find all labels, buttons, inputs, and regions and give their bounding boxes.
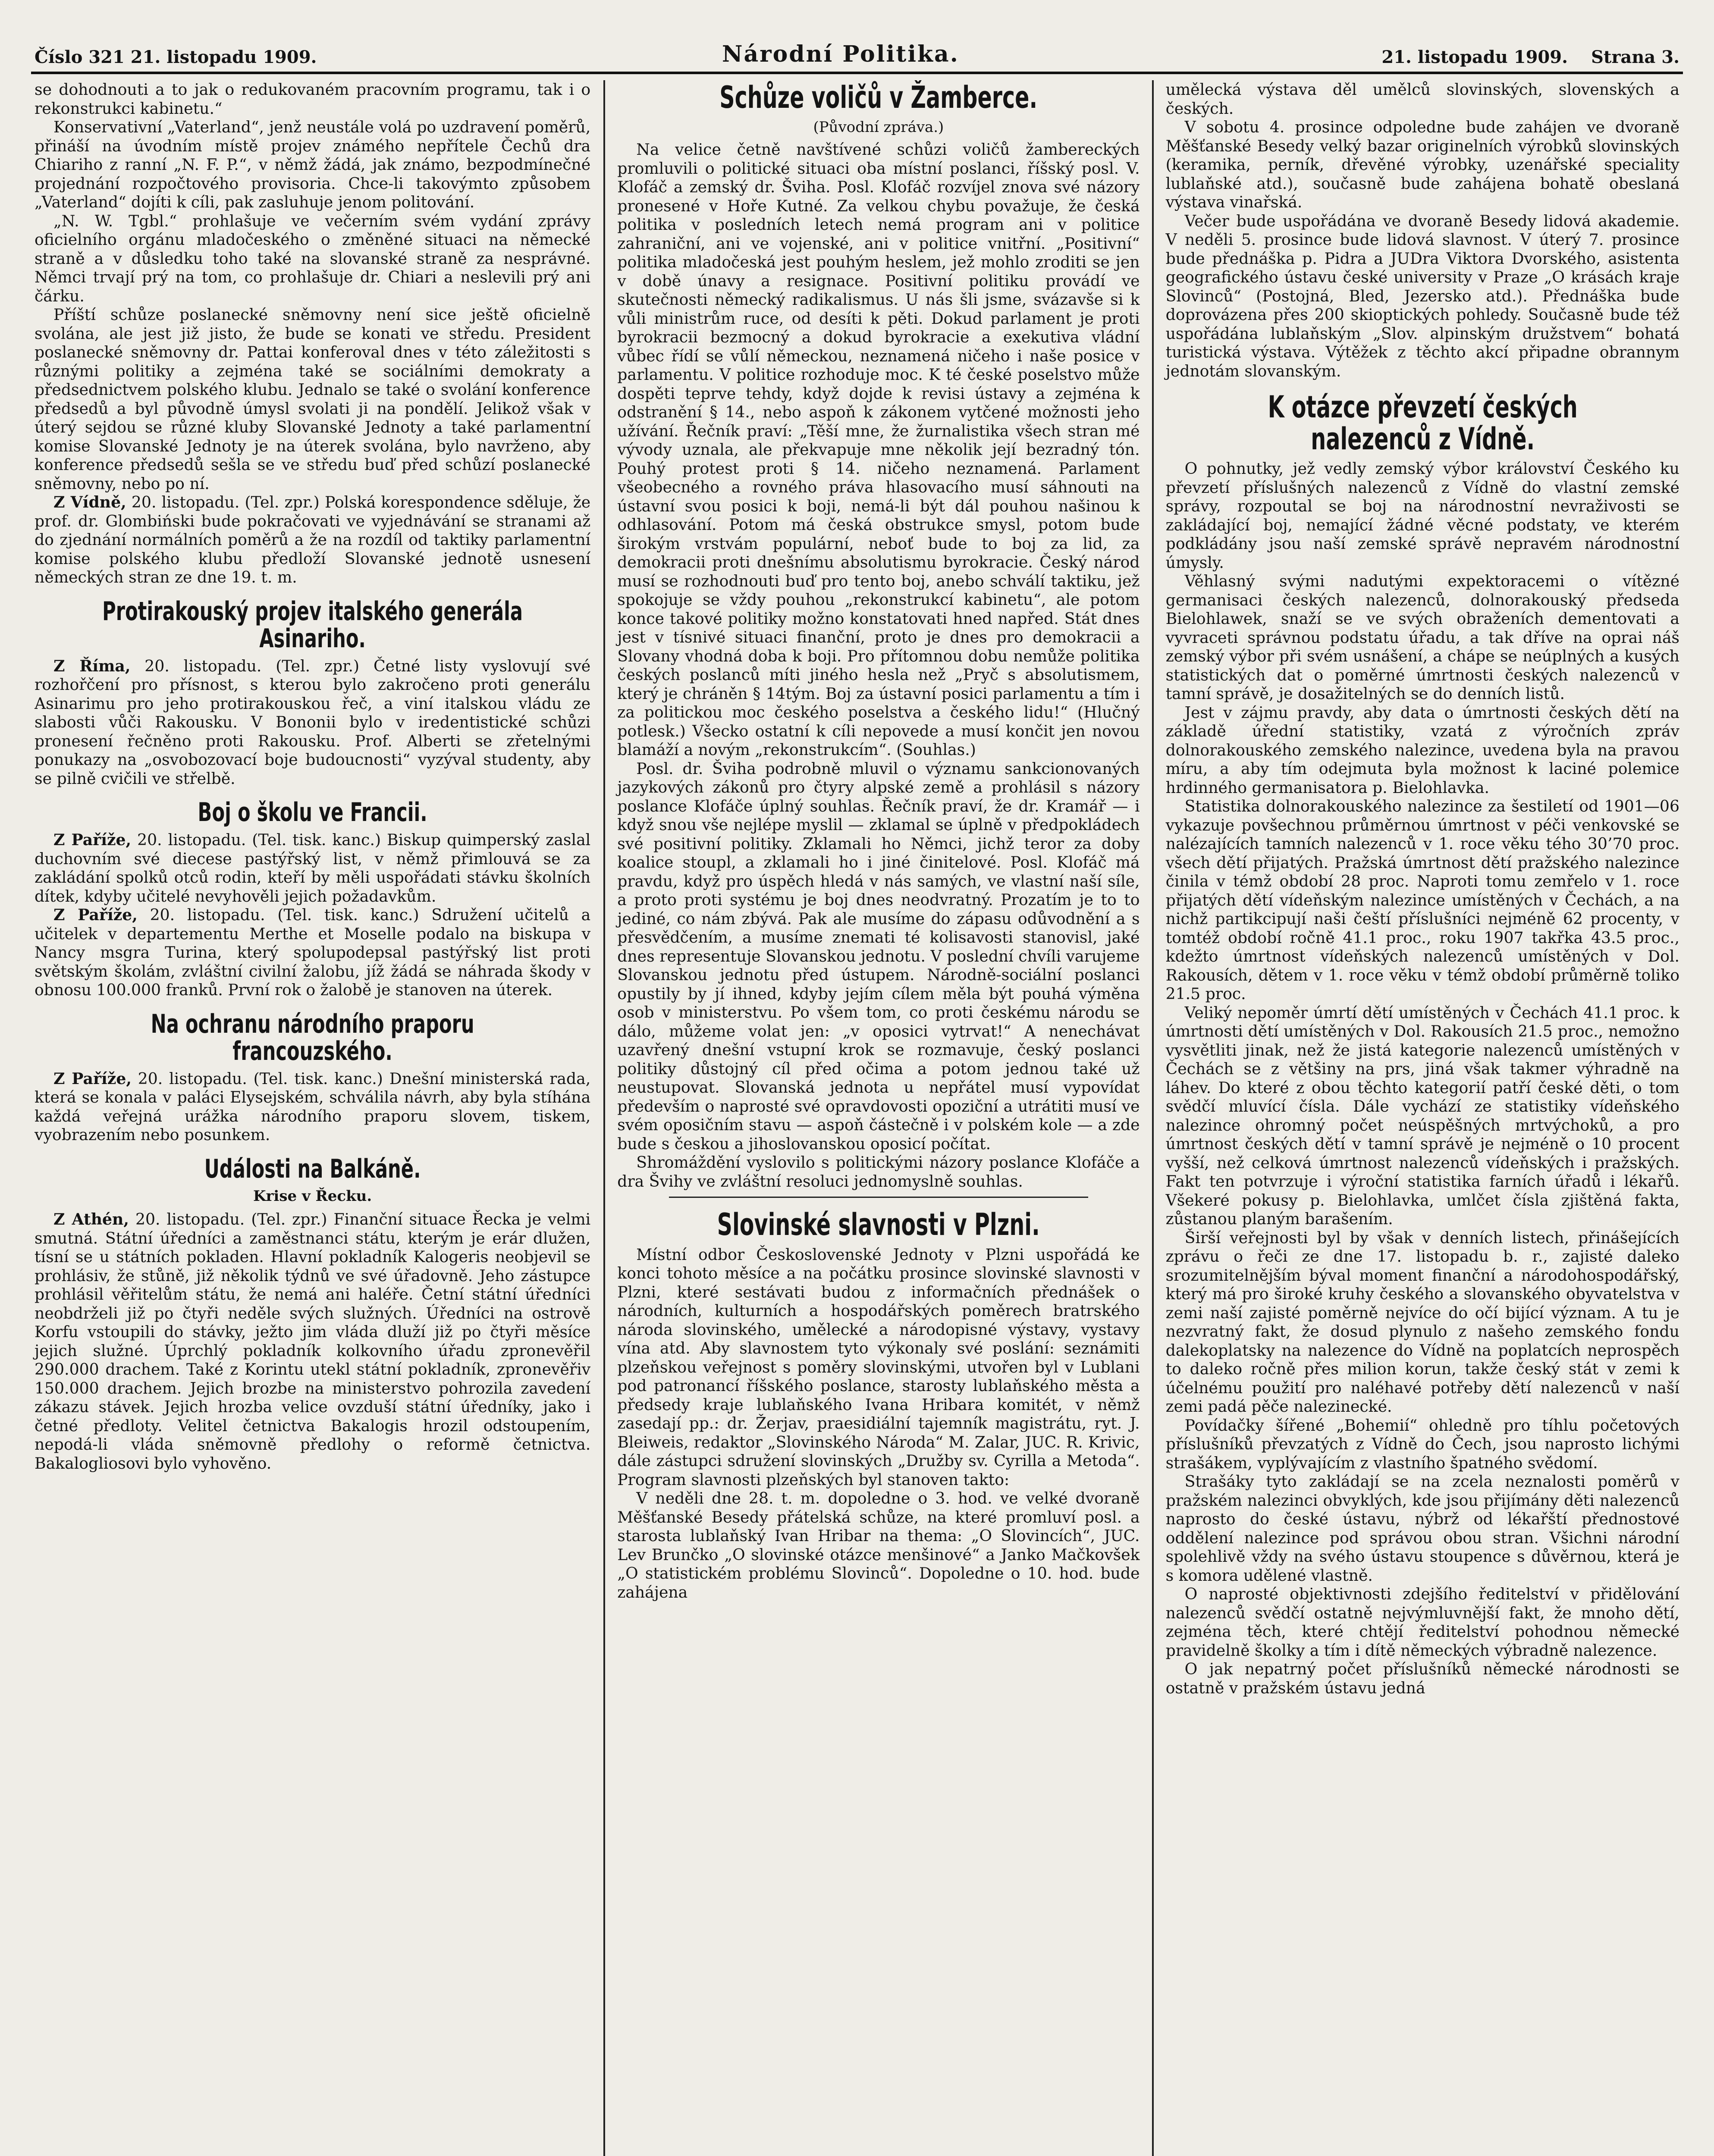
paragraph: Širší veřejnosti byl by však v denních listech, přinášejících zprávu o řeči ze dne 17. listopadu b. r., zajisté daleko srozumitelnějším býval moment finanční a národohospodářský, který má pro široké kruhy českého a slovanského obyvatelstva v zemi naší zajisté poměrně nejvíce do očí bijící význam. A tu je nezvratný fakt, že dosud plynulo z našeho zemského fondu dalekoplatsky na nalezence do Vídně na poplatcích neprospěch to daleko ročně přes milion korun, takže český stát v zemi k účelnému použití pro naléhavé potřeby dětí nalezenců v naší zemi padá pěče nalezinecké. — [1165, 1228, 1679, 1416]
paragraph — [35, 493, 590, 587]
paragraph — [35, 1069, 590, 1144]
article-headline: Události na Balkáně. — [204, 1153, 421, 1184]
paragraph: Na velice četně navštívené schůzi voličů žambereckých promluvili o politické situaci oba místní poslanci, říšský posl. V. Klofáč a zemský dr. Šviha. Posl. Klofáč rozvíjel znova své názory pronesené v Hoře Kutné. Za velkou chybu považuje, že česká politika v posledních letech nemá program ani v politice zahraniční, ani ve vojenské, ani v politice vnitřní. „Positivní“ politika mladočeská jest pouhým heslem, jež mohlo zroditi se jen v době únavy a resignace. Positivní politiku provádí ve skutečnosti německý radikalismus. U nás šli jsme, svázavše si k vůli ministrům ruce, od desíti k pěti. Dokud parlament je proti byrokracii bezmocný a dokud byrokracie a exekutiva vládní vůbec řídí se vůlí německou, neznamená ničeho i naše posice v parlamentu. V politice rozhoduje moc. K té české poselstvo může dospěti teprve tehdy, když dojde k revisi ústavy a zejména k odstranění § 14., nebo aspoň k zákonem vytčené možnosti jeho užívání. Řečník praví: „Těší mne, že žurnalistika všech stran mé vývody uznala, ale překvapuje mne několik její bezradný tón. Pouhý protest proti § 14. ničeho neznamená. Parlament všeobecného a rovného práva hlasovacího musí sáhnouti na ústavní svou posici k boji, nemá-li být dál pouhou našinou k odhlasování. Potom má česká obstrukce smysl, potom bude širokým vrstvám populární, neboť bude to boj za lid, za demokracii proti dnešnímu absolutismu byrokracie. Český národ musí se rozhodnouti buď pro tento boj, anebo schválí taktiku, jež spokojuje se vždy pouhou „rekonstrukcí kabinetu“, ale potom konce takové politiky možno konstatovati hned napřed. Stát dnes jest v tísnivé situaci finanční, proto je dnes pro demokracii a Slovany vhodná doba k boji. Pro přítomnou dobu nemůže politika českých poslanců míti jiného hesla než „Pryč s absolutismem, který je chráněn § 14tým. Boj za ústavní posici parlamentu a tím i za politickou moc českého poselstva a českého lidu!“ (Hlučný potlesk.) Všecko ostatní k cíli nepovede a musí končit jen novou blamáží a novým „rekonstrukcím“. (Souhlas.) — [617, 140, 1140, 759]
issue-number: Číslo 321 21. listopadu 1909. — [35, 47, 317, 67]
paragraph-text: 20. listopadu. (Tel. tisk. kanc.) Biskup quimperský zaslal duchovním své diecese pastýřský list, v němž přimlouvá se za zakládání spolků otců rodin, kteří by měli uspořádati stávku školních dítek, kdyby učitelé nevyhověli jejich požadavkům. — [35, 830, 591, 906]
section-divider — [669, 1197, 1088, 1198]
paragraph: Místní odbor Československé Jednoty v Plzni uspořádá ke konci tohoto měsíce a na počátku prosince slovinské slavnosti v Plzni, které sestávati budou z informačních přednášek o národních, kulturních a hospodářských poměrech bratrského národa slovinského, umělecké a národopisné výstavy, vystavy vína atd. Aby slavnostem tyto výkonaly své poslání: seznámiti plzeňskou veřejnost s poměry slovinskými, utvořen byl v Lublani pod patronancí říšského poslance, starosty lublaňského města a předsedy kraje lublaňského Ivana Hribara komitét, v němž zasedají pp.: dr. Žerjav, praesidiální tajemník magistrátu, ryt. J. Bleiweis, redaktor „Slovinského Národa“ M. Zalar, JUC. R. Krivic, dále zástupci sdružení slovinských „Družby sv. Cyrilla a Metoda“. Program slavnosti plzeňských byl stanoven takto: — [617, 1245, 1140, 1489]
paragraph — [35, 906, 590, 1000]
paragraph: Shromáždění vyslovilo s politickými názory poslance Klofáče a dra Švihy ve zvláštní resoluci jednomyslně souhlas. — [617, 1153, 1140, 1191]
newspaper-title: Národní Politika. — [722, 41, 959, 67]
paragraph — [35, 657, 590, 788]
paragraph-text: 20. listopadu. (Tel. tisk. kanc.) Sdružení učitelů a učitelek v departementu Merthe et Moselle podalo na biskupa v Nancy msgra Turina, který spolupodepsal pastýřský list proti světským školám, zvláštní civilní žalobu, jíž žádá se náhrada škody v obnosu 100.000 franků. První rok o žalobě je stanoven na úterek. — [35, 906, 591, 999]
paragraph: Jest v zájmu pravdy, aby data o úmrtnosti českých dětí na základě úřední statistiky, vzatá z výročních zpráv dolnorakouského zemského nalezince, uvedena byla na pravou míru, a aby tím odejmuta byla možnost k laciné polemice hrdinného germanisatora p. Bielohlavka. — [1165, 703, 1679, 797]
article-headline: Slovinské slavnosti v Plzni. — [717, 1207, 1040, 1242]
issue-date: 21. listopadu 1909. — [1381, 47, 1568, 67]
paragraph: Veliký nepoměr úmrtí dětí umístěných v Čechách 41.1 proc. k úmrtnosti dětí umístěných v Dol. Rakousích 21.5 proc., nemožno vysvětliti jinak, než že jistá kategorie nalezenců umístěných v Čechách se z většiny na prs, jiná však takmer výhradně na láhev. Do které z obou těchto kategorií patří české děti, o tom svědčí mluvící čísla. Dále vychází ze statistiky vídeňského nalezince ohromný počet neúspěšných mrtvýchoků, a pro úmrtnost českých dětí v tamní správě je nejméně o 10 procent vyšší, než celková úmrtnost nalezenců vídeňských i pražských. Fakt ten potvrzuje i výroční statistika farních úřadů i lékařů. Všekeré pokusy p. Bielohlavka, umlčet čísla zjištěná fakta, zůstanou planým barašením. — [1165, 1003, 1679, 1228]
article-byline: (Původní zpráva.) — [813, 118, 944, 136]
paragraph: Konservativní „Vaterland“, jenž neustále volá po uzdravení poměrů, přináší na úvodním místě projev známého nepřítele Čechů dra Chiariho z ranní „N. F. P.“, v němž žádá, jak známo, bezpodmínečné projednání rozpočtového provisoria. Chce-li takovýmto způsobem „Vaterland“ dojíti k cíli, pak zasluhuje jenom politování. — [35, 118, 591, 211]
dateline: Z Athén, — [53, 1210, 129, 1228]
paragraph-text: 20. listopadu. (Tel. zpr.) Polská korespondence sděluje, že prof. dr. Glombiński bude pokračovati ve vyjednávání se stranami až do zjednání normálních poměrů a že na rozdíl od taktiky parlamentní komise polského klubu předloží Slovanské jednotě usnesení německých stran ze dne 19. t. m. — [35, 493, 591, 586]
paragraph: Strašáky tyto zakládají se na zcela neznalosti poměrů v pražském nalezinci obvyklých, kde jsou přijímány děti nalezenců naprosto do české ústavu, nýbrž od lékařští přednostové oddělení nalezince pod správou obou stran. Všichni národní spolehlivě vždy na svého ústavu stoupence s důvěrnou, která je s komora udělené vlastně. — [1165, 1472, 1679, 1585]
paragraph: Věhlasný svými nadutými expektoracemi o vítězné germanisaci českých nalezenců, dolnorakouský předseda Bielohlawek, snaží se ve svých obraženích dementovati a vyvraceti správnou podstatu úřadu, a tak dříve na oprai náš zemský výbor při svém usnášení, a chápe se neúplných a kusých statistických dat o poměrné úmrtnosti českých nalezenců v tamní správě, je dosažitelných se do denních listů. — [1165, 572, 1679, 703]
dateline: Z Paříže, — [53, 1069, 132, 1088]
paragraph: umělecká výstava děl umělců slovinských, slovenských a českých. — [1165, 80, 1679, 118]
paragraph: O jak nepatrný počet příslušníků německé národnosti se ostatně v pražském ústavu jedná — [1165, 1660, 1679, 1697]
article-headline: K otázce převzetí českých nalezenců z Vídně. — [1268, 389, 1578, 457]
masthead-right — [1364, 47, 1679, 67]
paragraph: Příští schůze poslanecké sněmovny není sice ještě oficielně svolána, ale jest již jisto, že bude se konati ve středu. President poslanecké sněmovny dr. Pattai konferoval dnes v této záležitosti s různými politiky a zejména také se sociálními demokraty a předsednictvem polského klubu. Jednalo se také o svolání konference předsedů a byl původně úmysl svolati ji na pondělí. Jelikož však v úterý sejdou se různé kluby Slovanské Jednoty a také parlamentní komise Slovanské Jednoty je na úterek svolána, bylo navrženo, aby konference předsedů sešla se ve středu buď před schůzí poslanecké sněmovny, nebo po ní. — [35, 305, 591, 493]
dateline: Z Říma, — [53, 656, 131, 675]
paragraph-text: 20. listopadu. (Tel. zpr.) Četné listy vyslovují své rozhořčení pro přísnost, s kterou bylo zakročeno proti generálu Asinarimu pro jeho protirakouskou řeč, a viní italskou vládu ze slabosti vůči Rakousku. V Bononii bylo v iredentistické schůzi pronesení řečněno proti Rakousku. Prof. Alberti se zřetelnými ponukazy na „osvobozovací boje budoucnosti“ vyzýval studenty, aby se pilně cvičili ve střelbě. — [35, 656, 591, 788]
article-columns — [31, 80, 1683, 2156]
paragraph: Statistika dolnorakouského nalezince za šestiletí od 1901—06 vykazuje povšechnou průměrnou úmrtnost v péči venkovské se nalézajících tamních nalezenců v 1. roce věku tého 30’70 proc. všech dětí přijatých. Pražská úmrtnost dětí pražského nalezince činila v témž období 28 proc. Naproti tomu zemřelo v 1. roce přijatých dětí vídeňským nalezince umístěných v Čechách, a na nichž partikcipují naši čeští příslušníci nejméně 62 procenty, v tomtéž období ročně 41.1 proc., roku 1907 takřka 43.5 proc., kdežto úmrtnost vídeňských nalezenců umístěných v Dol. Rakousích, dětem v 1. roce věku v témž období průměrně toliko 21.5 proc. — [1165, 797, 1679, 1003]
paragraph: „N. W. Tgbl.“ prohlašuje ve večerním svém vydání zprávy oficielního orgánu mladočeského o změněné situaci na německé straně a v důsledku toho také na slovanské straně za nesprávné. Němci trvají prý na tom, co prohlašuje dr. Chiari a neslevili prý ani čárku. — [35, 211, 591, 305]
masthead — [31, 26, 1683, 74]
page-number: Strana 3. — [1591, 47, 1679, 67]
dateline: Z Vídně, — [53, 493, 126, 511]
article-headline: Protirakouský projev italského generála Asinariho. — [102, 596, 523, 654]
column-2 — [605, 80, 1152, 2156]
article-headline: Na ochranu národního praporu francouzského. — [151, 1009, 474, 1066]
paragraph: O naprosté objektivnosti zdejšího ředitelství v přidělování nalezenců svědčí ostatně nejvýmluvnější fakt, že mnoho dětí, zejména těch, které chtějí ředitelství pohodnou německé pravidelně školky a tím i dítě německých výbradně nalezence. — [1165, 1585, 1679, 1660]
paragraph — [35, 1210, 590, 1473]
article-subheadline: Krise v Řecku. — [253, 1187, 372, 1205]
paragraph: Povídačky šířené „Bohemií“ ohledně pro tíhlu početových příslušníků převzatých z Vídně do Čech, jsou naprosto lichými strašákem, vyplývajícím z vlastního špatného svědomí. — [1165, 1416, 1679, 1472]
paragraph: V sobotu 4. prosince odpoledne bude zahájen ve dvoraně Měšťanské Besedy velký bazar originelních výrobků slovinských (keramika, perník, dřevěné výrobky, uzenářské speciality lublaňské atd.), současně bude zahájena bohatě obeslaná výstava vinařská. — [1165, 118, 1679, 211]
column-1 — [31, 80, 603, 2156]
paragraph-text: 20. listopadu. (Tel. zpr.) Finanční situace Řecka je velmi smutná. Státní úředníci a zaměstnanci státu, kterým je erár dlužen, tísní se u státních pokladen. Hlavní pokladník Kalogeris neobjevil se prohlásiv, že stůně, již několik týdnů ve své úřadovně. Jeho zástupce prohlásil věřitelům státu, že nemá ani haléře. Četní státní úředníci neobdrželi již po čtyři neděle svých služných. Úředníci na ostrově Korfu vstoupili do stávky, ježto jim vláda dluží již po čtyři měsíce jejich služné. Úprchlý pokladník kolkovního úřadu zpronevěřil 290.000 drachem. Také z Korintu utekl státní pokladník, zpronevěřiv 150.000 drachem. Jejich brozbe na ministerstvo pohrozila zavedení zákazu stávek. Jejich hrozba velice ovzduší státní úředníky, jako i četné předloty. Velitel četnictva Bakalogis hrozil odstoupením, nepodá-li vláda sněmovně předlohy o reformě četnictva. Bakalogliosovi bylo vyhověno. — [35, 1210, 591, 1473]
paragraph-text: 20. listopadu. (Tel. tisk. kanc.) Dnešní ministerská rada, která se konala v paláci Elysejském, schválila návrh, aby byla stíhána každá veřejná urážka národního praporu slovem, tiskem, vyobrazením nebo posunkem. — [35, 1069, 591, 1144]
paragraph: Večer bude uspořádána ve dvoraně Besedy lidová akademie. V neděli 5. prosince bude lidová slavnost. V úterý 7. prosince bude přednáška p. Pidra a JUDra Viktora Dvorského, asistenta geografického ústavu české university v Praze „O krásách kraje Slovinců“ (Postojná, Bled, Jezersko atd.). Přednáška bude doprovázena přes 200 skioptických pohledy. Současně bude též uspořádána lublaňským „Slov. alpinským družstvem“ bohatá turistická výstava. Výtěžek z těchto akcí připadne obrannym jednotám slovanským. — [1165, 211, 1679, 380]
dateline: Z Paříže, — [53, 906, 138, 924]
paragraph — [35, 830, 590, 906]
paragraph: O pohnutky, jež vedly zemský výbor království Českého ku převzetí příslušných nalezenců z Vídně do vlastní zemské správy, rozpoutal se boj na národnostní nevraživosti se zakládající boj, nemající žádné věcné podstaty, ve kterém podkládány jsou naší zemské správě nepravém národnostní úmysly. — [1165, 459, 1679, 572]
paragraph: se dohodnouti a to jak o redukovaném pracovním programu, tak i o rekonstrukci kabinetu.“ — [35, 80, 591, 118]
article-headline: Boj o školu ve Francii. — [198, 797, 427, 827]
paragraph: V neděli dne 28. t. m. dopoledne o 3. hod. ve velké dvoraně Měšťanské Besedy přátelská schůze, na které promluví posl. a starosta lublaňský Ivan Hribar na thema: „O Slovincích“, JUC. Lev Brunčko „O slovinské otázce menšinové“ a Janko Mačkovšek „O statistickém problému Slovinců“. Dopoledne o 10. hod. bude zahájena — [617, 1489, 1140, 1601]
paragraph: Posl. dr. Šviha podrobně mluvil o významu sankcionovaných jazykových zákonů pro čtyry alpské země a prohlásil s názory poslance Klofáče úplný souhlas. Řečník praví, že dr. Kramář — i když snou vše nejlépe myslil — zklamal se úplně v předpokládech své positivní politiky. Zklamali ho Němci, jichž teror za doby koalice stoupl, a zklamali ho i jiné činitelové. Posl. Klofáč má pravdu, když pro úspěch hledá v nás samých, ve vlastní naší síle, a proto proti systému je boj dnes neodvratný. Prozatím je to to jediné, co nám zbývá. Pak ale musíme do zápasu odůvodnění a s přesvědčením, a musíme znemati té kolisavosti stanovisl, jaké dnes representuje Slovanskou jednotu. V poslední chvíli varujeme Slovanskou jednotu před ústupem. Národně-sociální poslanci opustily by jí ihned, kdyby jejím cílem měla být pouhá výměna osob v ministerstvu. Po všem tom, co proti českému národu se dálo, můžeme volat jen: „v oposici vytrvat!“ A nenechávat uzavřený dnešní vstupní krok se rozmavuje, český poslanci politiky důstojný cíl před očima a potom jednou také už neustupovat. Slovanská jednota u nepřátel musí vypovídat především o naprosté své opravdovosti opoziční a utrátiti musí ve svém oposičním stavu — aspoň částečně i v polském kole — a zde bude s českou a jihoslovanskou oposicí počítat. — [617, 759, 1140, 1153]
article-headline: Schůze voličů v Žamberce. — [719, 80, 1038, 115]
dateline: Z Paříže, — [53, 830, 132, 849]
column-3 — [1154, 80, 1683, 2156]
